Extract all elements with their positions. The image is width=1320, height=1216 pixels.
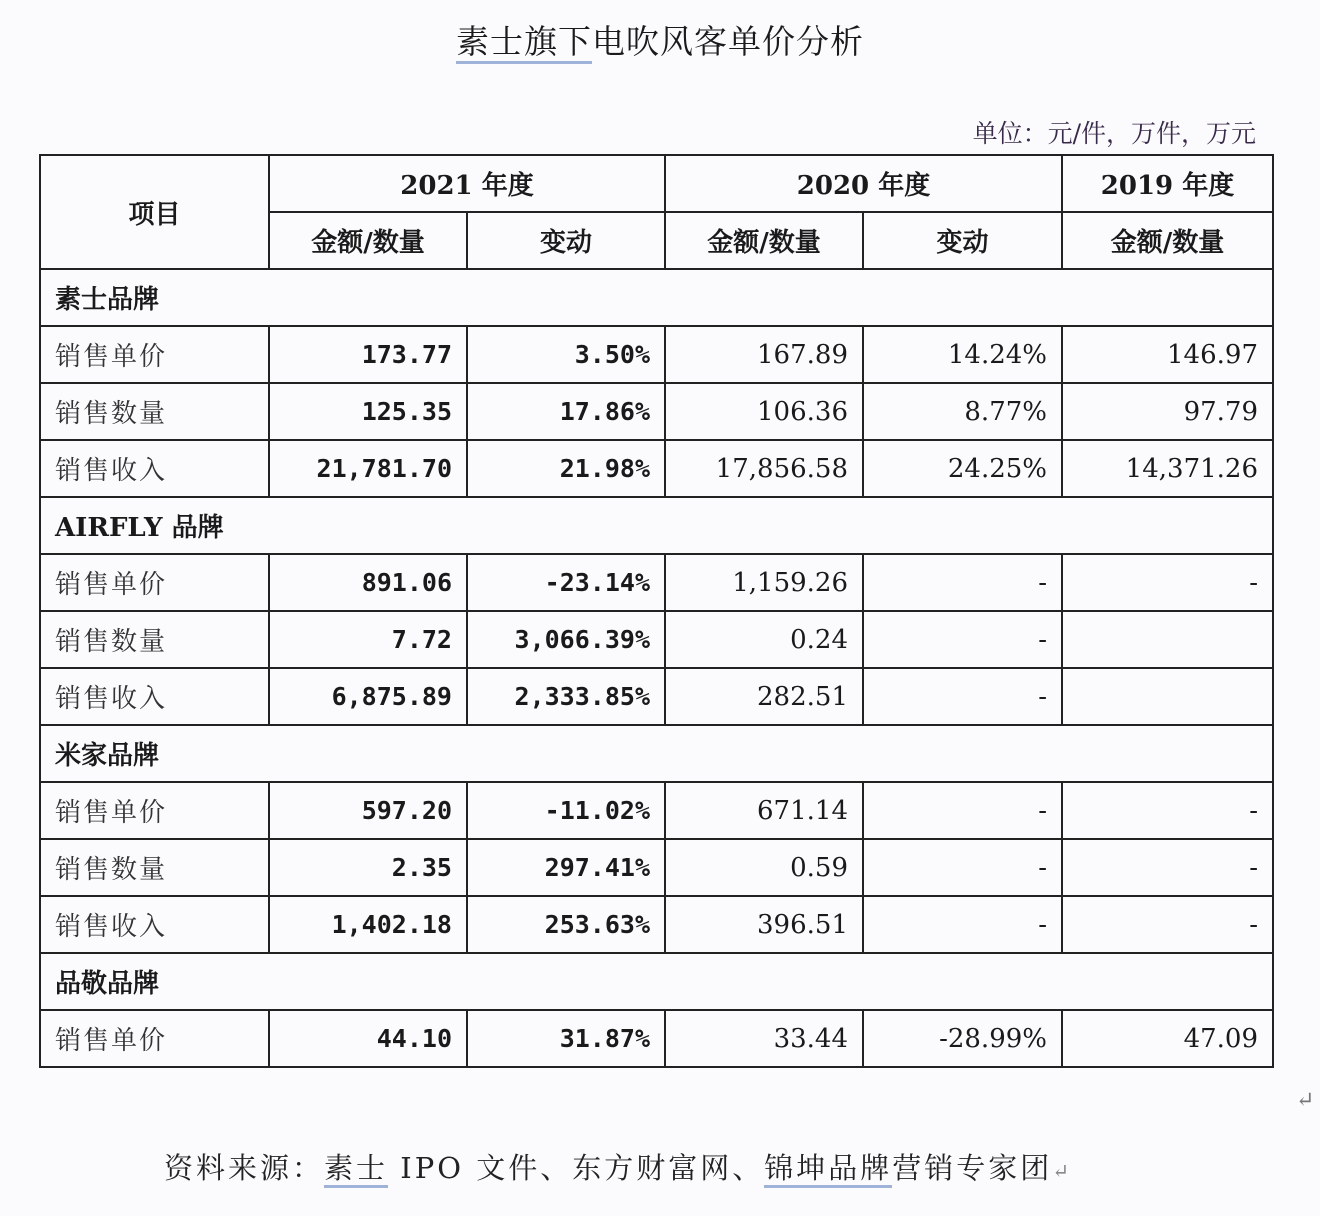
table-cell: 1,402.18 [269, 896, 467, 953]
row-label: 销售单价 [40, 554, 269, 611]
table-cell: 21.98% [467, 440, 665, 497]
table-cell: 891.06 [269, 554, 467, 611]
table-cell: - [1062, 782, 1273, 839]
row-label: 销售单价 [40, 326, 269, 383]
row-label: 销售收入 [40, 896, 269, 953]
header-sub: 金额/数量 [269, 212, 467, 269]
header-year-2019: 2019 年度 [1062, 155, 1273, 212]
source-suffix: 营销专家团 [892, 1151, 1053, 1185]
section-row [40, 725, 1273, 782]
section-title: 品敬品牌 [40, 953, 1273, 1010]
table-cell: 173.77 [269, 326, 467, 383]
section-title: 米家品牌 [40, 725, 1273, 782]
header-item: 项目 [40, 155, 269, 269]
table-cell: -11.02% [467, 782, 665, 839]
header-sub: 变动 [467, 212, 665, 269]
row-label: 销售收入 [40, 440, 269, 497]
table-row [40, 1010, 1273, 1067]
unit-note: 单位：元/件，万件，万元 [972, 119, 1256, 148]
section-row [40, 269, 1273, 326]
source-link-1: 素士 [324, 1151, 388, 1188]
table-cell: - [1062, 896, 1273, 953]
document-title [0, 16, 1320, 63]
table-cell: - [863, 782, 1062, 839]
table-cell: 31.87% [467, 1010, 665, 1067]
title-rest: 电吹风客单价分析 [592, 22, 864, 61]
section-row [40, 497, 1273, 554]
table-row [40, 383, 1273, 440]
table-cell: 2,333.85% [467, 668, 665, 725]
table-cell: 1,159.26 [665, 554, 863, 611]
title-underlined: 素士旗下 [456, 22, 592, 64]
source-note: 资料来源：素士 IPO 文件、东方财富网、锦坤品牌营销专家团↵ [164, 1146, 1072, 1187]
table-cell: 597.20 [269, 782, 467, 839]
table-cell: - [863, 839, 1062, 896]
table-body [40, 269, 1273, 1067]
table-cell: 125.35 [269, 383, 467, 440]
table-row [40, 782, 1273, 839]
table-cell: 297.41% [467, 839, 665, 896]
row-label: 销售收入 [40, 668, 269, 725]
table-cell: - [863, 611, 1062, 668]
header-row-years [40, 155, 1273, 212]
header-year-2020: 2020 年度 [665, 155, 1062, 212]
table-row [40, 668, 1273, 725]
table-cell: - [863, 896, 1062, 953]
table-row [40, 554, 1273, 611]
table-cell: - [1062, 554, 1273, 611]
table-cell: 3.50% [467, 326, 665, 383]
source-mid: IPO 文件、东方财富网、 [388, 1151, 765, 1185]
table-cell: - [1062, 839, 1273, 896]
header-sub: 金额/数量 [665, 212, 863, 269]
section-title: AIRFLY 品牌 [40, 497, 1273, 554]
header-sub: 金额/数量 [1062, 212, 1273, 269]
source-prefix: 资料来源： [164, 1151, 325, 1185]
table-cell: 2.35 [269, 839, 467, 896]
table-cell: 167.89 [665, 326, 863, 383]
table-cell: 21,781.70 [269, 440, 467, 497]
table-cell: 47.09 [1062, 1010, 1273, 1067]
header-year-2021: 2021 年度 [269, 155, 665, 212]
table-cell [1062, 668, 1273, 725]
table-row [40, 839, 1273, 896]
table-cell: 3,066.39% [467, 611, 665, 668]
table-cell: 44.10 [269, 1010, 467, 1067]
table-cell: 0.59 [665, 839, 863, 896]
table-cell: 106.36 [665, 383, 863, 440]
table-cell: -28.99% [863, 1010, 1062, 1067]
table-cell: 396.51 [665, 896, 863, 953]
table-row [40, 896, 1273, 953]
table-cell: 17,856.58 [665, 440, 863, 497]
table-cell [1062, 611, 1273, 668]
table-cell: 97.79 [1062, 383, 1273, 440]
row-label: 销售数量 [40, 611, 269, 668]
table-row [40, 326, 1273, 383]
table-cell: 6,875.89 [269, 668, 467, 725]
table-cell: - [863, 668, 1062, 725]
table-cell: 671.14 [665, 782, 863, 839]
row-label: 销售单价 [40, 1010, 269, 1067]
table-cell: - [863, 554, 1062, 611]
table-cell: 7.72 [269, 611, 467, 668]
source-link-2: 锦坤品牌 [764, 1151, 892, 1188]
table-cell: 14.24% [863, 326, 1062, 383]
table-cell: 282.51 [665, 668, 863, 725]
table-cell: 14,371.26 [1062, 440, 1273, 497]
section-row [40, 953, 1273, 1010]
table-cell: 17.86% [467, 383, 665, 440]
table-cell: 24.25% [863, 440, 1062, 497]
section-title: 素士品牌 [40, 269, 1273, 326]
row-label: 销售单价 [40, 782, 269, 839]
table-cell: 146.97 [1062, 326, 1273, 383]
row-label: 销售数量 [40, 839, 269, 896]
table-cell: 33.44 [665, 1010, 863, 1067]
table-cell: 0.24 [665, 611, 863, 668]
table-row [40, 440, 1273, 497]
row-label: 销售数量 [40, 383, 269, 440]
table-cell: -23.14% [467, 554, 665, 611]
price-analysis-table [39, 154, 1274, 1068]
header-sub: 变动 [863, 212, 1062, 269]
table-row [40, 611, 1273, 668]
table-cell: 8.77% [863, 383, 1062, 440]
paragraph-mark-icon: ↵ [1296, 1088, 1315, 1113]
table-cell: 253.63% [467, 896, 665, 953]
